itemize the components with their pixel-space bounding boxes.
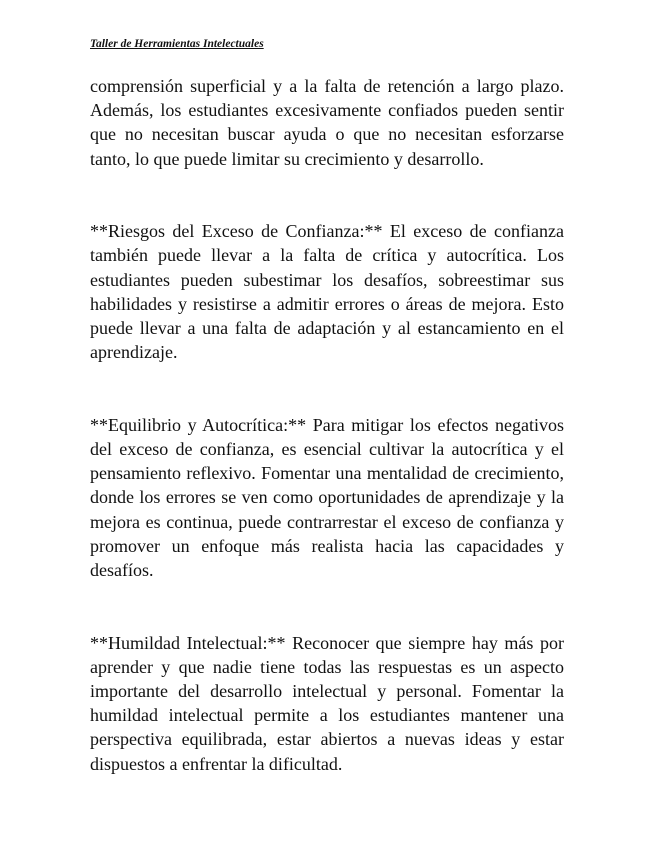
body-text — [90, 74, 564, 776]
paragraph-equilibrio-autocritica: **Equilibrio y Autocrítica:** Para mitigar los efectos negativos del exceso de confianza, es esencial cultivar la autocrítica y el pensamiento reflexivo. Fomentar una mentalidad de crecimiento, donde los errores se ven como oportunidades de aprendizaje y la mejora es continua, puede contrarrestar el exceso de confianza y promover un enfoque más realista hacia las capacidades y desafíos. — [90, 414, 564, 581]
paragraph-continuation: comprensión superficial y a la falta de retención a largo plazo. Además, los estudiantes excesivamente confiados pueden sentir que no necesitan buscar ayuda o que no necesitan esforzarse tanto, lo que puede limitar su crecimiento y desarrollo. — [90, 76, 564, 169]
running-header: Taller de Herramientas Intelectuales — [90, 38, 264, 50]
paragraph-humildad-intelectual: **Humildad Intelectual:** Reconocer que siempre hay más por aprender y que nadie tiene todas las respuestas es un aspecto importante del desarrollo intelectual y personal. Fomentar la humildad intelectual permite a los estudiantes mantener una perspectiva equilibrada, estar abiertos a nuevas ideas y estar dispuestos a enfrentar la dificultad. — [90, 632, 564, 774]
paragraph-riesgos-exceso-confianza: **Riesgos del Exceso de Confianza:** El exceso de confianza también puede llevar a la falta de crítica y autocrítica. Los estudiantes pueden subestimar los desafíos, sobreestimar sus habilidades y resistirse a admitir errores o áreas de mejora. Esto puede llevar a una falta de adaptación y al estancamiento en el aprendizaje. — [90, 221, 564, 363]
